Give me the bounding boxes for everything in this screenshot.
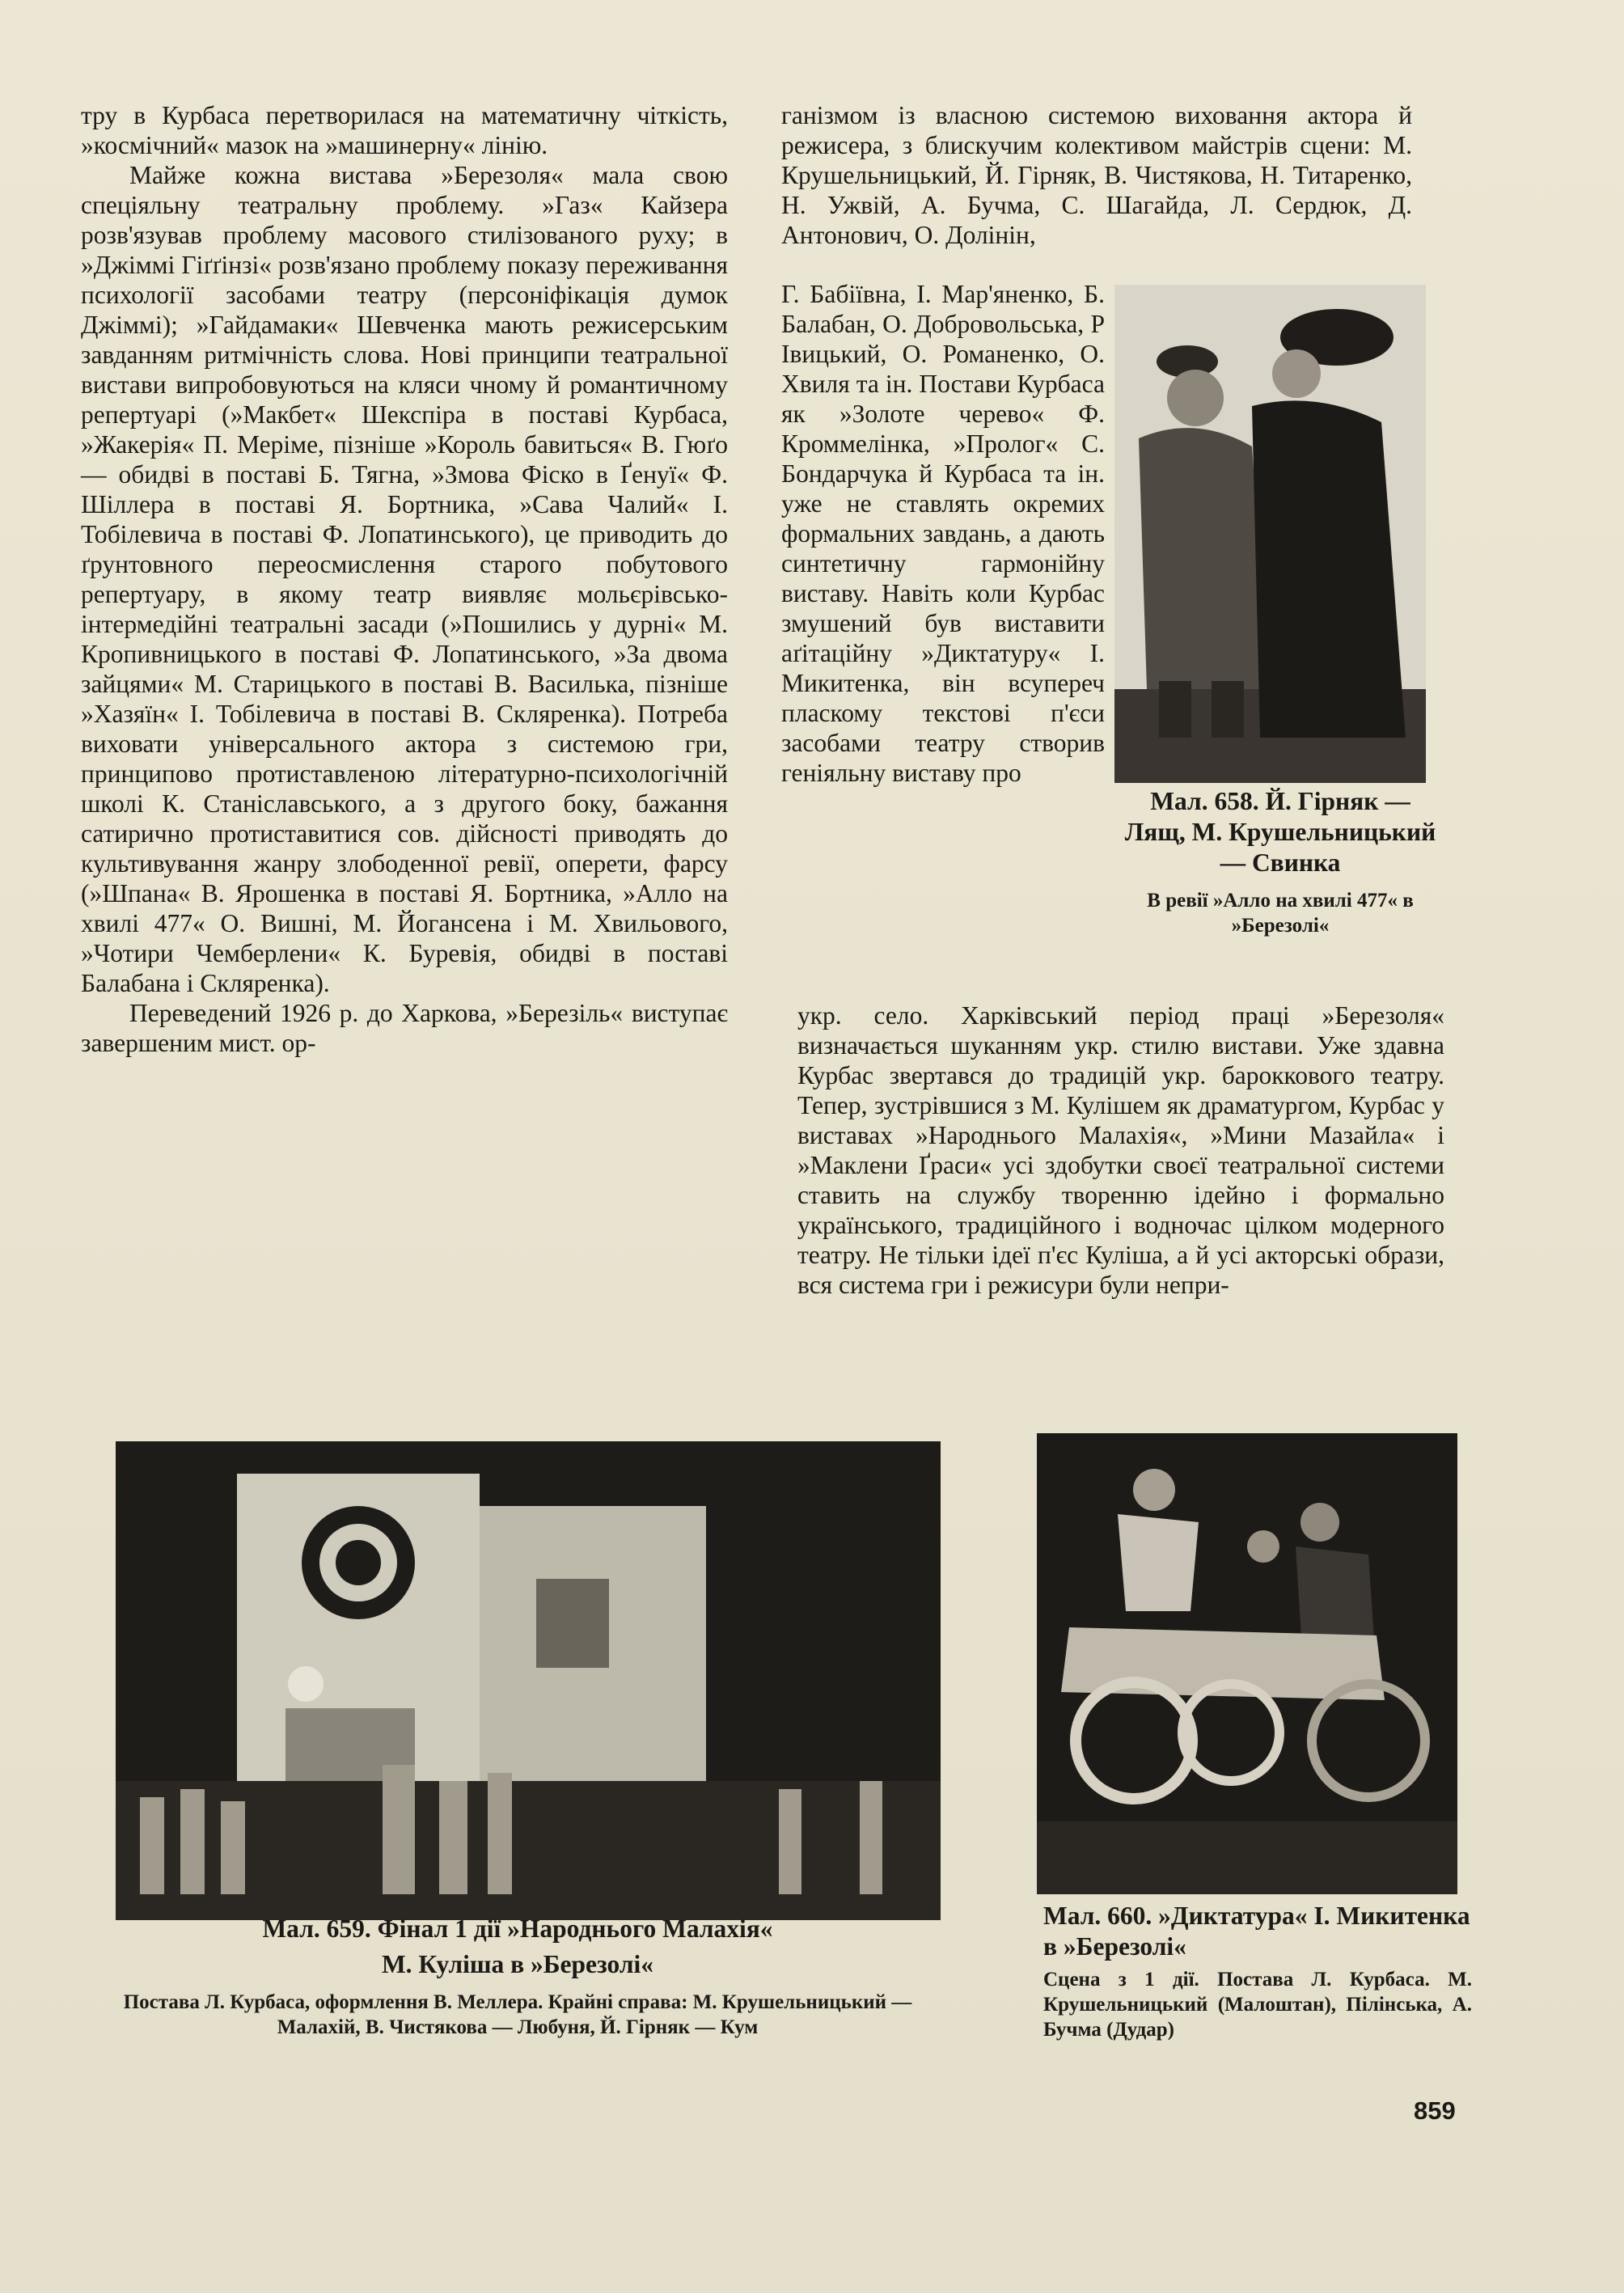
paragraph: тру в Курбаса перетворилася на математичну чіткість, »космічний« мазок на »машинерну« лінію.: [81, 101, 728, 159]
figure-658-caption: [1123, 786, 1438, 938]
caption-subtitle: Сцена з 1 дії. Постава Л. Курбаса. М. Крушельницький (Малоштан), Пілінська, А. Бучма (Дудар): [1043, 1969, 1472, 2041]
page-number: 859: [1414, 2096, 1456, 2125]
figure-658-photo: [1114, 285, 1426, 783]
right-column-top: [781, 100, 1412, 250]
paragraph: укр. село. Харківський період праці »Березоля« визначається шуканням укр. стилю вистави. Уже здавна Курбас звертався до традицій укр. бароккового театру. Тепер, зустрівшися з М. Кулішем як драматургом, Курбас у виставах »Народнього Малахія«, »Мини Мазайла« і »Маклени Ґраси« усі здобутки своєї театральної системи ставить на службу творенню ідейно і формально українського, традиційного і водночас цілком модерного театру. Не тільки ідеї п'єс Куліша, а й усі акторські образи, вся система гри і режисури були непри-: [797, 1001, 1444, 1299]
paragraph: Переведений 1926 р. до Харкова, »Березіль« виступає завершеним мист. ор-: [81, 999, 728, 1057]
figure-660-photo: [1037, 1433, 1457, 1894]
caption-title: Мал. 660. »Диктатура« І. Микитенка в »Березолі«: [1043, 1902, 1470, 1961]
figure-659-caption: [113, 1914, 922, 2040]
figure-660-caption: [1043, 1901, 1472, 2042]
paragraph: ганізмом із власною системою виховання актора й режисера, з блискучим колективом майстрів сцени: М. Крушельницький, Й. Гірняк, В. Чистякова, Н. Титаренко, Н. Ужвій, А. Бучма, С. Шагайда, Л. Сердюк, Д. Антонович, О. Долінін,: [781, 101, 1412, 249]
right-column-narrow: [781, 279, 1105, 788]
caption-title-line2: М. Куліша в »Березолі«: [381, 1950, 654, 1978]
right-column-bottom: [797, 1001, 1444, 1300]
left-column: [81, 100, 728, 1058]
caption-title: Мал. 659. Фінал 1 дії »Народнього Малахія«: [262, 1914, 773, 1943]
figure-659-photo: [116, 1441, 941, 1920]
paragraph: Майже кожна вистава »Березоля« мала свою спеціяльну театральну проблему. »Газ« Кайзера розв'язував проблему масового стилізованого руху; в »Джіммі Гіґґінзі« розв'язано проблему показу переживання психології засобами театру (персоніфікація думок Джіммі); »Гайдамаки« Шевченка мають режисерським завданням ритмічність слова. Нові принципи театральної вистави випробовуються на кляси чному й романтичному репертуарі (»Макбет« Шекспіра в поставі Курбаса, »Жакерія« П. Меріме, пізніше »Король бавиться« В. Гюґо — обидві в поставі Б. Тягна, »Змова Фіско в Ґенуї« Ф. Шіллера в поставі Я. Бортника, »Сава Чалий« І. Тобілевича в поставі Ф. Лопатинського), це приводить до ґрунтовного переосмислення старого побутового репертуару, в якому театр виявляє мольєрівсько-інтермедійні театральні засади (»Пошились у дурні« М. Кропивницького в поставі Ф. Лопатинського, »За двома зайцями« М. Старицького в поставі В. Василька, пізніше »Хазяїн« І. Тобілевича в поставі В. Скляренка). Потреба виховати універсального актора з системою гри, принципово протиставленою літературно-психологічній школі К. Станіславського, а з другого боку, бажання сатирично протиставитися сов. дійсності приводять до культивування жанру злободенної ревії, оперети, фарсу (»Шпана« В. Ярошенка в поставі Я. Бортника, »Алло на хвилі 477« О. Вишні, М. Йогансена і М. Хвильового, »Чотири Чемберлени« К. Буревія, обидві в поставі Балабана і Скляренка).: [81, 161, 728, 997]
caption-title: Мал. 658. Й. Гірняк — Лящ, М. Крушельницький — Свинка: [1124, 787, 1436, 877]
paragraph: Г. Бабіївна, І. Мар'яненко, Б. Балабан, О. Добровольська, Р Івицький, О. Романенко, О. Хвиля та ін. Постави Курбаса як »Золоте черево« Ф. Кроммелінка, »Пролог« С. Бондарчука й Курбаса та ін. уже не ставлять окремих формальних завдань, а дають синтетичну гармонійну виставу. Навіть коли Курбас змушений був виставити аґітаційну »Диктатуру« І. Микитенка, він всупереч пласкому текстові п'єси засобами театру створив геніяльну виставу про: [781, 280, 1105, 787]
caption-subtitle: Постава Л. Курбаса, оформлення В. Меллера. Крайні справа: М. Крушельницький — Малахій, В. Чистякова — Любуня, Й. Гірняк — Кум: [123, 1991, 912, 2038]
caption-subtitle: В ревії »Алло на хвилі 477« в »Березолі«: [1147, 890, 1414, 937]
